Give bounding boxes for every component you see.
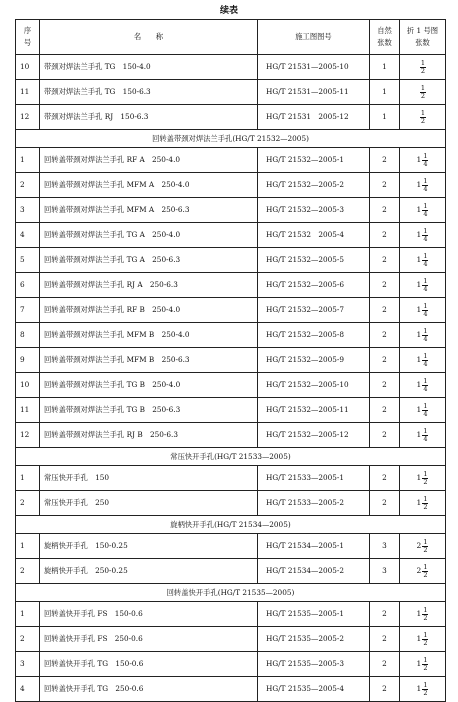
row-name: 回转盖带颈对焊法兰手孔 MFM A 250-6.3	[40, 198, 258, 223]
fraction-denominator: 4	[423, 234, 428, 243]
fraction	[422, 303, 428, 317]
row-drawing-number: HG/T 21535—2005-1	[258, 602, 370, 627]
row-sheet-count: 1	[370, 80, 400, 105]
row-number: 11	[16, 398, 40, 423]
mixed-fraction	[417, 403, 429, 417]
fraction-numerator: 1	[423, 202, 428, 210]
row-fold-sheets	[400, 602, 446, 627]
row-name: 常压快开手孔 250	[40, 491, 258, 516]
table-row	[16, 491, 446, 516]
fraction	[420, 60, 426, 74]
fraction	[422, 178, 428, 192]
fraction	[422, 353, 428, 367]
row-fold-sheets	[400, 652, 446, 677]
fraction-numerator: 1	[423, 252, 428, 260]
table-row	[16, 348, 446, 373]
row-number: 1	[16, 148, 40, 173]
fraction-denominator: 4	[423, 284, 428, 293]
row-fold-sheets	[400, 55, 446, 80]
fraction-numerator: 1	[423, 302, 428, 310]
row-fold-sheets	[400, 248, 446, 273]
fraction-denominator: 2	[420, 66, 426, 75]
fraction-numerator: 1	[420, 109, 426, 117]
row-name: 常压快开手孔 150	[40, 466, 258, 491]
fraction-denominator: 4	[423, 434, 428, 443]
row-drawing-number: HG/T 21535—2005-4	[258, 677, 370, 702]
row-sheet-count: 2	[370, 398, 400, 423]
row-number: 1	[16, 466, 40, 491]
row-fold-sheets	[400, 298, 446, 323]
mixed-fraction	[417, 471, 429, 485]
row-drawing-number: HG/T 21532—2005-12	[258, 423, 370, 448]
mixed-fraction	[419, 60, 426, 74]
fraction-denominator: 2	[423, 477, 428, 486]
row-number: 3	[16, 198, 40, 223]
header-count: 自然 张数	[370, 20, 400, 55]
row-name: 回转盖带颈对焊法兰手孔 RJ B 250-6.3	[40, 423, 258, 448]
fraction-whole: 1	[416, 405, 422, 415]
fraction	[422, 328, 428, 342]
row-name: 回转盖快开手孔 FS 150-0.6	[40, 602, 258, 627]
fraction-numerator: 1	[423, 470, 428, 478]
fraction-whole: 1	[416, 355, 422, 365]
fraction-numerator: 1	[423, 495, 428, 503]
mixed-fraction	[417, 564, 429, 578]
row-sheet-count: 2	[370, 373, 400, 398]
row-name: 回转盖带颈对焊法兰手孔 MFM B 250-6.3	[40, 348, 258, 373]
fraction-numerator: 1	[423, 177, 428, 185]
row-drawing-number: HG/T 21532—2005-8	[258, 323, 370, 348]
fraction-whole: 1	[416, 684, 422, 694]
row-drawing-number: HG/T 21532—2005-3	[258, 198, 370, 223]
row-sheet-count: 2	[370, 273, 400, 298]
section-title: 回转盖带颈对焊法兰手孔(HG/T 21532—2005)	[16, 130, 446, 148]
row-sheet-count: 2	[370, 602, 400, 627]
row-fold-sheets	[400, 627, 446, 652]
fraction-numerator: 1	[423, 606, 428, 614]
table-row	[16, 398, 446, 423]
fraction	[422, 428, 428, 442]
table-row	[16, 80, 446, 105]
mixed-fraction	[419, 85, 426, 99]
row-drawing-number: HG/T 21535—2005-2	[258, 627, 370, 652]
mixed-fraction	[417, 303, 429, 317]
fraction-denominator: 2	[420, 91, 426, 100]
fraction	[422, 253, 428, 267]
row-number: 7	[16, 298, 40, 323]
fraction	[422, 203, 428, 217]
fraction	[422, 496, 428, 510]
row-name: 回转盖带颈对焊法兰手孔 MFM B 250-4.0	[40, 323, 258, 348]
row-fold-sheets	[400, 105, 446, 130]
row-drawing-number: HG/T 21533—2005-2	[258, 491, 370, 516]
fraction-numerator: 1	[423, 427, 428, 435]
table-row	[16, 248, 446, 273]
fraction-whole: 1	[416, 473, 422, 483]
row-name: 带颈对焊法兰手孔 RJ 150-6.3	[40, 105, 258, 130]
fraction-numerator: 1	[423, 402, 428, 410]
mixed-fraction	[417, 496, 429, 510]
mixed-fraction	[417, 657, 429, 671]
fraction-denominator: 2	[423, 638, 428, 647]
fraction-numerator: 1	[423, 352, 428, 360]
table-row	[16, 627, 446, 652]
fraction-denominator: 4	[423, 384, 428, 393]
row-fold-sheets	[400, 534, 446, 559]
fraction-numerator: 1	[423, 681, 428, 689]
fraction-denominator: 2	[423, 688, 428, 697]
table-row	[16, 559, 446, 584]
row-number: 10	[16, 373, 40, 398]
row-number: 4	[16, 223, 40, 248]
row-drawing-number: HG/T 21531—2005-10	[258, 55, 370, 80]
fraction-whole: 1	[416, 230, 422, 240]
fraction-whole: 2	[416, 541, 422, 551]
fraction-denominator: 4	[423, 184, 428, 193]
table-row	[16, 534, 446, 559]
row-number: 2	[16, 491, 40, 516]
mixed-fraction	[417, 203, 429, 217]
row-drawing-number: HG/T 21532—2005-9	[258, 348, 370, 373]
fraction-numerator: 1	[423, 152, 428, 160]
row-sheet-count: 2	[370, 491, 400, 516]
table-header-row	[16, 20, 446, 55]
fraction-whole: 1	[416, 380, 422, 390]
row-name: 回转盖带颈对焊法兰手孔 RF A 250-4.0	[40, 148, 258, 173]
fraction-denominator: 2	[423, 545, 428, 554]
mixed-fraction	[417, 607, 429, 621]
row-fold-sheets	[400, 273, 446, 298]
fraction	[422, 682, 428, 696]
row-fold-sheets	[400, 323, 446, 348]
fraction-whole: 1	[416, 430, 422, 440]
row-fold-sheets	[400, 466, 446, 491]
row-sheet-count: 2	[370, 466, 400, 491]
fraction	[422, 607, 428, 621]
fraction-denominator: 4	[423, 159, 428, 168]
row-sheet-count: 2	[370, 677, 400, 702]
row-number: 3	[16, 652, 40, 677]
row-sheet-count: 2	[370, 298, 400, 323]
row-name: 回转盖带颈对焊法兰手孔 RF B 250-4.0	[40, 298, 258, 323]
row-name: 旋柄快开手孔 250-0.25	[40, 559, 258, 584]
mixed-fraction	[417, 428, 429, 442]
table-row	[16, 602, 446, 627]
row-fold-sheets	[400, 423, 446, 448]
fraction-denominator: 4	[423, 409, 428, 418]
row-drawing-number: HG/T 21532 2005-4	[258, 223, 370, 248]
row-number: 1	[16, 602, 40, 627]
row-drawing-number: HG/T 21532—2005-6	[258, 273, 370, 298]
fraction-whole: 1	[416, 609, 422, 619]
table-row	[16, 423, 446, 448]
fraction-whole: 1	[416, 634, 422, 644]
table-row	[16, 466, 446, 491]
row-number: 6	[16, 273, 40, 298]
fraction-whole: 1	[416, 330, 422, 340]
fraction	[422, 403, 428, 417]
row-sheet-count: 2	[370, 348, 400, 373]
table-row	[16, 323, 446, 348]
row-name: 回转盖带颈对焊法兰手孔 TG B 250-4.0	[40, 373, 258, 398]
fraction-denominator: 4	[423, 259, 428, 268]
table-row	[16, 298, 446, 323]
mixed-fraction	[417, 278, 429, 292]
row-drawing-number: HG/T 21532—2005-1	[258, 148, 370, 173]
row-name: 回转盖带颈对焊法兰手孔 TG A 250-6.3	[40, 248, 258, 273]
row-number: 1	[16, 534, 40, 559]
fraction-denominator: 4	[423, 359, 428, 368]
fraction-numerator: 1	[423, 563, 428, 571]
fraction-numerator: 1	[420, 84, 426, 92]
row-drawing-number: HG/T 21532—2005-11	[258, 398, 370, 423]
row-name: 回转盖带颈对焊法兰手孔 MFM A 250-4.0	[40, 173, 258, 198]
row-name: 回转盖快开手孔 FS 250-0.6	[40, 627, 258, 652]
table-row	[16, 373, 446, 398]
row-sheet-count: 1	[370, 105, 400, 130]
fraction-denominator: 4	[423, 209, 428, 218]
table-row	[16, 198, 446, 223]
fraction-numerator: 1	[423, 538, 428, 546]
table-row	[16, 173, 446, 198]
mixed-fraction	[417, 178, 429, 192]
section-title: 回转盖快开手孔(HG/T 21535—2005)	[16, 584, 446, 602]
fraction-numerator: 1	[420, 59, 426, 67]
row-sheet-count: 2	[370, 148, 400, 173]
row-fold-sheets	[400, 491, 446, 516]
section-title-row	[16, 516, 446, 534]
row-drawing-number: HG/T 21532—2005-7	[258, 298, 370, 323]
mixed-fraction	[417, 632, 429, 646]
row-name: 回转盖带颈对焊法兰手孔 TG B 250-6.3	[40, 398, 258, 423]
row-number: 5	[16, 248, 40, 273]
row-fold-sheets	[400, 559, 446, 584]
table-row	[16, 652, 446, 677]
fraction-denominator: 4	[423, 309, 428, 318]
table-row	[16, 273, 446, 298]
row-name: 回转盖快开手孔 TG 150-0.6	[40, 652, 258, 677]
row-sheet-count: 2	[370, 323, 400, 348]
row-name: 带颈对焊法兰手孔 TG 150-6.3	[40, 80, 258, 105]
row-number: 11	[16, 80, 40, 105]
fraction-whole: 1	[416, 180, 422, 190]
fraction-denominator: 2	[420, 116, 426, 125]
header-no: 序 号	[16, 20, 40, 55]
fraction-whole: 1	[416, 305, 422, 315]
row-sheet-count: 2	[370, 627, 400, 652]
fraction-numerator: 1	[423, 227, 428, 235]
table-row	[16, 223, 446, 248]
row-drawing-number: HG/T 21531—2005-11	[258, 80, 370, 105]
row-number: 10	[16, 55, 40, 80]
mixed-fraction	[417, 328, 429, 342]
mixed-fraction	[419, 110, 426, 124]
row-drawing-number: HG/T 21532—2005-10	[258, 373, 370, 398]
fraction	[422, 632, 428, 646]
fraction-numerator: 1	[423, 277, 428, 285]
mixed-fraction	[417, 539, 429, 553]
row-fold-sheets	[400, 80, 446, 105]
mixed-fraction	[417, 228, 429, 242]
fraction-numerator: 1	[423, 327, 428, 335]
row-name: 回转盖带颈对焊法兰手孔 RJ A 250-6.3	[40, 273, 258, 298]
table-row	[16, 677, 446, 702]
section-title: 常压快开手孔(HG/T 21533—2005)	[16, 448, 446, 466]
fraction-denominator: 2	[423, 613, 428, 622]
fraction	[422, 471, 428, 485]
row-name: 旋柄快开手孔 150-0.25	[40, 534, 258, 559]
drawing-list-table	[15, 19, 446, 702]
row-sheet-count: 3	[370, 559, 400, 584]
header-name: 名 称	[40, 20, 258, 55]
row-number: 12	[16, 423, 40, 448]
row-fold-sheets	[400, 198, 446, 223]
fraction-whole: 1	[416, 659, 422, 669]
table-row	[16, 105, 446, 130]
fraction-whole: 1	[416, 280, 422, 290]
row-drawing-number: HG/T 21532—2005-5	[258, 248, 370, 273]
fraction-denominator: 2	[423, 663, 428, 672]
row-fold-sheets	[400, 677, 446, 702]
row-number: 9	[16, 348, 40, 373]
fraction-denominator: 2	[423, 502, 428, 511]
row-sheet-count: 2	[370, 423, 400, 448]
fraction	[422, 153, 428, 167]
row-sheet-count: 1	[370, 55, 400, 80]
row-drawing-number: HG/T 21532—2005-2	[258, 173, 370, 198]
row-number: 2	[16, 173, 40, 198]
row-fold-sheets	[400, 398, 446, 423]
row-fold-sheets	[400, 223, 446, 248]
fraction-numerator: 1	[423, 377, 428, 385]
row-fold-sheets	[400, 173, 446, 198]
fraction	[420, 110, 426, 124]
fraction-whole: 1	[416, 498, 422, 508]
row-sheet-count: 2	[370, 223, 400, 248]
fraction	[422, 228, 428, 242]
mixed-fraction	[417, 153, 429, 167]
section-title-row	[16, 448, 446, 466]
row-drawing-number: HG/T 21534—2005-2	[258, 559, 370, 584]
section-title-row	[16, 584, 446, 602]
fraction-denominator: 2	[423, 570, 428, 579]
fraction-denominator: 4	[423, 334, 428, 343]
table-row	[16, 55, 446, 80]
header-fold: 折 1 号图 张数	[400, 20, 446, 55]
fraction-whole: 1	[416, 155, 422, 165]
mixed-fraction	[417, 378, 429, 392]
mixed-fraction	[417, 253, 429, 267]
row-sheet-count: 2	[370, 198, 400, 223]
row-fold-sheets	[400, 348, 446, 373]
header-drawing: 施工图图号	[258, 20, 370, 55]
fraction	[422, 278, 428, 292]
row-name: 回转盖带颈对焊法兰手孔 TG A 250-4.0	[40, 223, 258, 248]
fraction-whole: 1	[416, 205, 422, 215]
row-drawing-number: HG/T 21533—2005-1	[258, 466, 370, 491]
row-number: 2	[16, 627, 40, 652]
row-number: 8	[16, 323, 40, 348]
row-sheet-count: 2	[370, 173, 400, 198]
row-fold-sheets	[400, 148, 446, 173]
fraction-numerator: 1	[423, 656, 428, 664]
fraction-numerator: 1	[423, 631, 428, 639]
row-drawing-number: HG/T 21531 2005-12	[258, 105, 370, 130]
fraction	[422, 564, 428, 578]
fraction	[420, 85, 426, 99]
section-title-row	[16, 130, 446, 148]
row-sheet-count: 2	[370, 652, 400, 677]
row-number: 12	[16, 105, 40, 130]
section-title: 旋柄快开手孔(HG/T 21534—2005)	[16, 516, 446, 534]
fraction	[422, 539, 428, 553]
row-name: 回转盖快开手孔 TG 250-0.6	[40, 677, 258, 702]
fraction	[422, 657, 428, 671]
row-sheet-count: 2	[370, 248, 400, 273]
row-number: 4	[16, 677, 40, 702]
row-drawing-number: HG/T 21535—2005-3	[258, 652, 370, 677]
mixed-fraction	[417, 682, 429, 696]
fraction-whole: 2	[416, 566, 422, 576]
row-drawing-number: HG/T 21534—2005-1	[258, 534, 370, 559]
mixed-fraction	[417, 353, 429, 367]
row-name: 带颈对焊法兰手孔 TG 150-4.0	[40, 55, 258, 80]
fraction-whole: 1	[416, 255, 422, 265]
table-caption: 续表	[219, 6, 238, 16]
fraction	[422, 378, 428, 392]
row-fold-sheets	[400, 373, 446, 398]
row-sheet-count: 3	[370, 534, 400, 559]
table-row	[16, 148, 446, 173]
row-number: 2	[16, 559, 40, 584]
